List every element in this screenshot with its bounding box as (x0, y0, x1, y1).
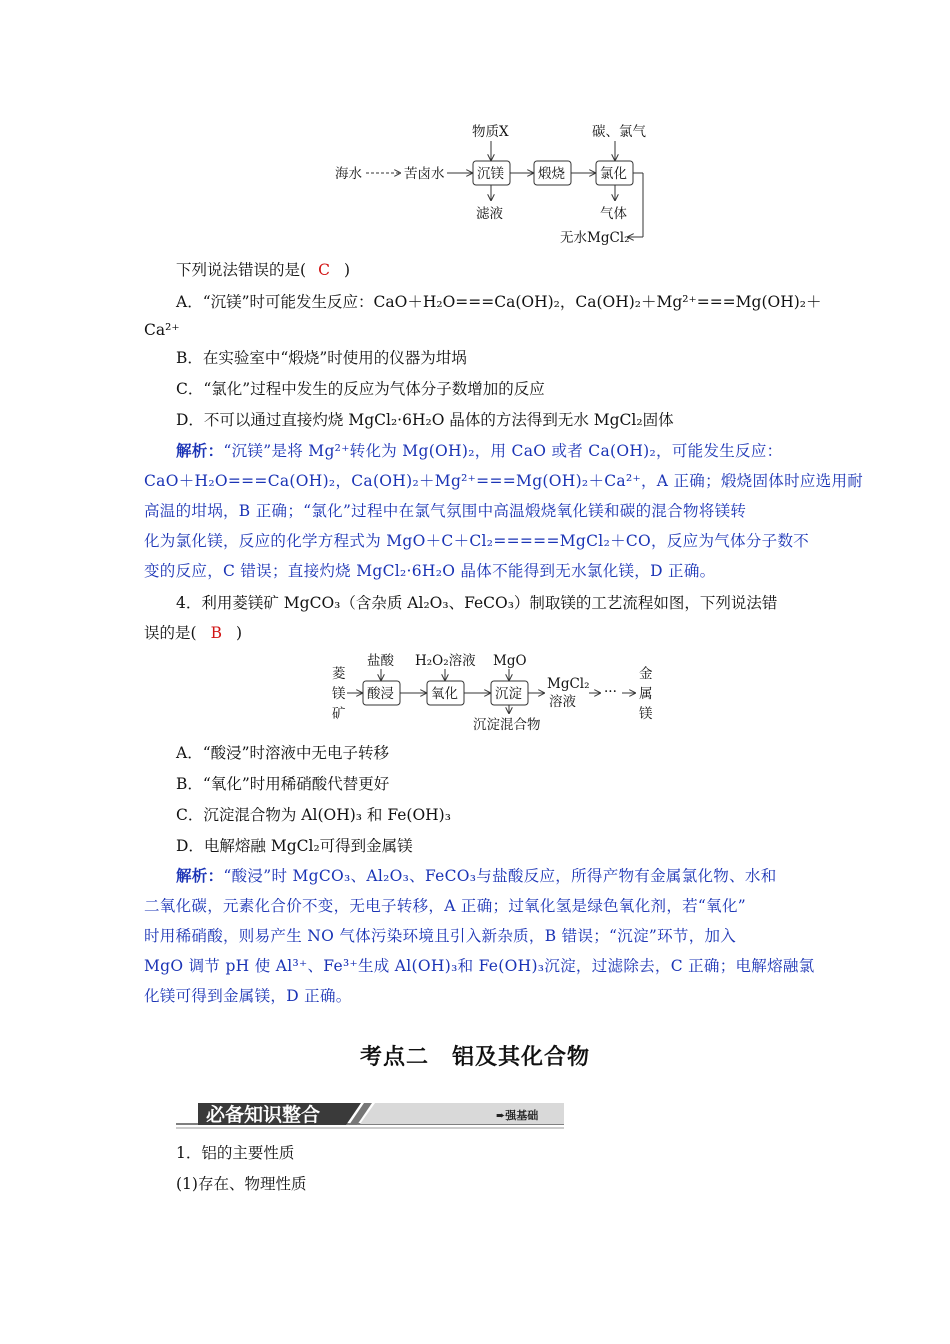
banner-right-label: ➨强基础 (496, 1109, 539, 1122)
metal-label-2: 属 (639, 686, 653, 702)
q4-option-b: B．“氧化”时用稀硝酸代替更好 (176, 775, 390, 793)
heading-existence-physical: (1)存在、物理性质 (176, 1175, 307, 1193)
q3-explanation-2: CaO＋H₂O===Ca(OH)₂，Ca(OH)₂＋Mg²⁺===Mg(OH)₂＋Ca²⁺，A 正确；煅烧固体时应选用耐 (144, 472, 864, 490)
q4-answer: B (210, 624, 222, 642)
q3-explanation-3: 高温的坩埚，B 正确；“氯化”过程中在氯气氛围中高温煅烧氧化镁和碳的混合物将镁转 (144, 502, 747, 520)
q4-option-a: A．“酸浸”时溶液中无电子转移 (176, 744, 390, 762)
brine-label: 苦卤水 (404, 166, 445, 182)
heading-aluminum-properties: 1．铝的主要性质 (176, 1144, 295, 1162)
q3-option-a-cont: Ca²⁺ (144, 321, 180, 339)
metal-label-1: 金 (639, 666, 653, 682)
q3-option-b: B．在实验室中“煅烧”时使用的仪器为坩埚 (176, 349, 467, 367)
q4-explanation-2: 二氧化碳，元素化合价不变，无电子转移，A 正确；过氧化氢是绿色氧化剂，若“氧化” (144, 897, 746, 915)
q4-explanation-1: 解析：“酸浸”时 MgCO₃、Al₂O₃、FeCO₃与盐酸反应，所得产物有金属氯化物、水和 (176, 866, 777, 885)
metal-label-3: 镁 (639, 706, 653, 722)
gas-label: 气体 (600, 206, 627, 222)
ore-label-1: 菱 (332, 666, 346, 682)
q3-explanation-5: 变的反应，C 错误；直接灼烧 MgCl₂·6H₂O 晶体不能得到无水氯化镁，D 正确。 (144, 562, 716, 580)
solution-label: 溶液 (549, 694, 576, 710)
q3-option-c: C．“氯化”过程中发生的反应为气体分子数增加的反应 (176, 380, 545, 398)
carbon-chlorine-label: 碳、氯气 (592, 124, 646, 140)
flow-diagram-magnesite (325, 650, 665, 735)
dots-label: ··· (604, 684, 617, 700)
q4-explanation-4: MgO 调节 pH 使 Al³⁺、Fe³⁺生成 Al(OH)₃和 Fe(OH)₃沉淀，过滤除去，C 正确；电解熔融氯 (144, 957, 815, 975)
q3-explanation-1: 解析：“沉镁”是将 Mg²⁺转化为 Mg(OH)₂，用 CaO 或者 Ca(OH)₂，可能发生反应： (176, 441, 783, 460)
banner-main-label: 必备知识整合 (206, 1104, 321, 1126)
calcine-label: 煅烧 (538, 166, 565, 182)
mgo-label: MgO (493, 653, 527, 669)
q3-answer: C (318, 261, 330, 279)
q3-stem: 下列说法错误的是( C ) (176, 261, 350, 279)
oxidize-label: 氧化 (431, 686, 458, 702)
ore-label-3: 矿 (332, 706, 346, 722)
material-x-label: 物质X (472, 124, 509, 140)
q4-stem-1: 4．利用菱镁矿 MgCO₃（含杂质 Al₂O₃、FeCO₃）制取镁的工艺流程如图，下列说法错 (176, 594, 778, 612)
q4-stem-2: 误的是( B ) (144, 624, 243, 642)
h2o2-label: H₂O₂溶液 (415, 653, 476, 669)
section-banner (176, 1100, 566, 1134)
chlorinate-label: 氯化 (600, 166, 627, 182)
precipitate-mg-label: 沉镁 (477, 166, 504, 182)
q4-explanation-5: 化镁可得到金属镁，D 正确。 (144, 987, 352, 1005)
q4-option-d: D．电解熔融 MgCl₂可得到金属镁 (176, 837, 413, 855)
precipitate-label: 沉淀 (495, 686, 522, 702)
mixture-label: 沉淀混合物 (473, 717, 541, 733)
flow-diagram-seawater (330, 118, 670, 253)
section-title: 考点二 铝及其化合物 (359, 1045, 590, 1070)
acid-leach-label: 酸浸 (367, 686, 394, 702)
seawater-label: 海水 (335, 166, 362, 182)
q3-option-a: A．“沉镁”时可能发生反应：CaO＋H₂O===Ca(OH)₂，Ca(OH)₂＋Mg²⁺===Mg(OH)₂＋ (176, 293, 822, 311)
q4-explanation-3: 时用稀硝酸，则易产生 NO 气体污染环境且引入新杂质，B 错误；“沉淀”环节，加入 (144, 927, 737, 945)
ore-label-2: 镁 (332, 686, 346, 702)
mgcl2-label: MgCl₂ (547, 676, 590, 692)
hcl-label: 盐酸 (367, 653, 394, 669)
q4-option-c: C．沉淀混合物为 Al(OH)₃ 和 Fe(OH)₃ (176, 806, 451, 824)
q3-explanation-4: 化为氯化镁，反应的化学方程式为 MgO＋C＋Cl₂=====MgCl₂＋CO，反应为气体分子数不 (144, 532, 810, 550)
anhydrous-label: 无水MgCl₂ (560, 230, 630, 246)
q3-option-d: D．不可以通过直接灼烧 MgCl₂·6H₂O 晶体的方法得到无水 MgCl₂固体 (176, 411, 674, 429)
filtrate-label: 滤液 (476, 206, 503, 222)
